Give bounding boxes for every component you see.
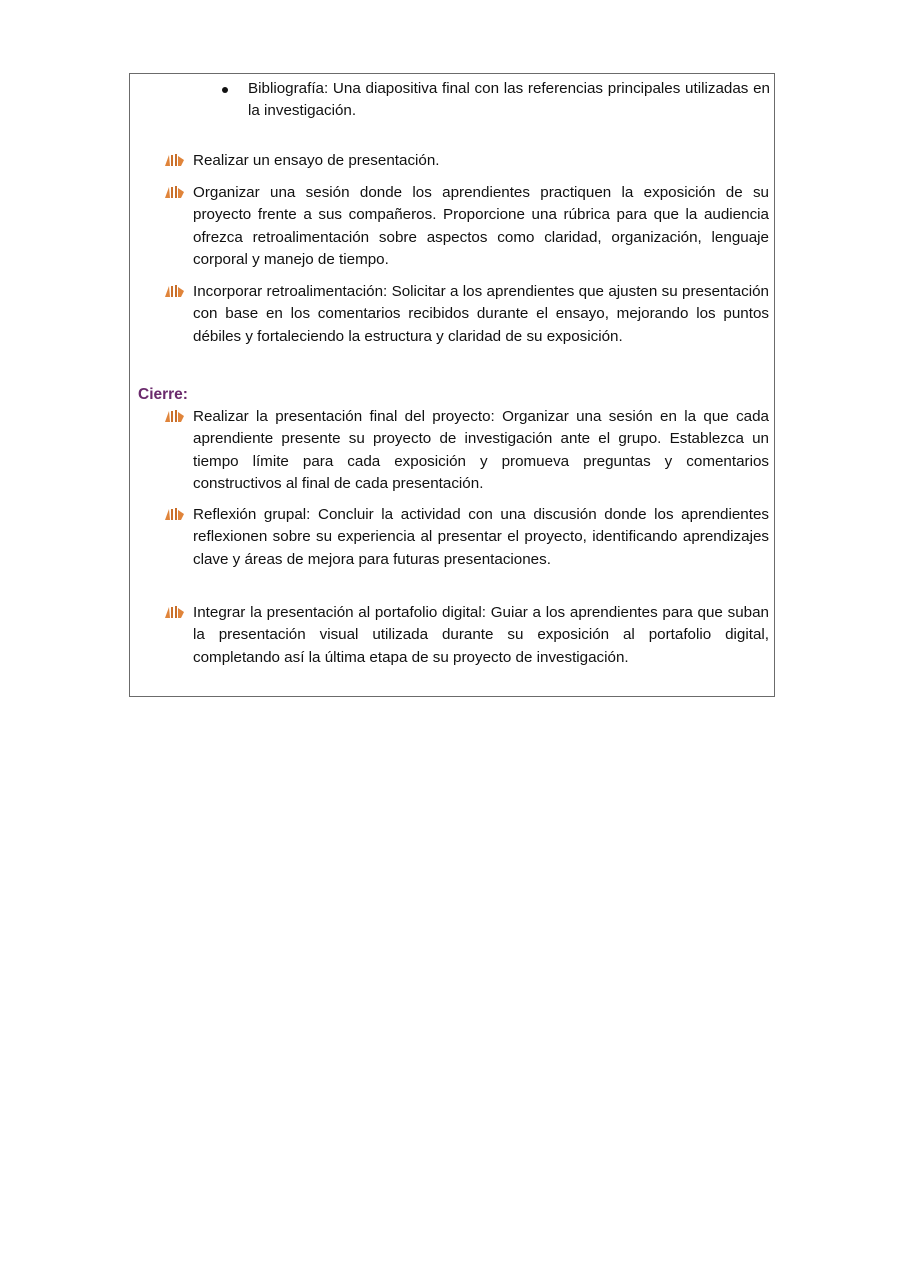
book-person-icon xyxy=(164,185,186,199)
book-person-icon xyxy=(164,409,186,423)
bullet-dot-icon xyxy=(222,87,228,93)
list-item xyxy=(193,182,769,271)
list-item-text: Organizar una sesión donde los aprendientes practiquen la exposición de su proyecto frente a sus compañeros. Proporcione una rúbrica para que la audiencia ofrezca retroalimentación sobre aspectos como claridad, organización, lenguaje corporal y manejo de tiempo. xyxy=(193,184,769,268)
section-heading-cierre: Cierre: xyxy=(138,386,188,403)
list-item xyxy=(193,281,769,348)
book-person-icon xyxy=(164,605,186,619)
list-item-text: Realizar la presentación final del proyecto: Organizar una sesión en la que cada aprendiente presente su proyecto de investigación ante el grupo. Establezca un tiempo límite para cada exposición y promueva preguntas y comentarios constructivos al final de cada presentación. xyxy=(193,408,769,492)
list-item xyxy=(193,406,769,495)
book-person-icon xyxy=(164,153,186,167)
list-item xyxy=(193,504,769,571)
bibliography-bullet xyxy=(248,78,770,123)
list-item-text: Realizar un ensayo de presentación. xyxy=(193,152,440,169)
list-item xyxy=(193,602,769,669)
book-person-icon xyxy=(164,284,186,298)
bibliography-text: Bibliografía: Una diapositiva final con las referencias principales utilizadas en la investigación. xyxy=(248,80,770,120)
list-item-text: Integrar la presentación al portafolio digital: Guiar a los aprendientes para que suban la presentación visual utilizada durante su exposición al portafolio digital, completando así la última etapa de su proyecto de investigación. xyxy=(193,604,769,666)
book-person-icon xyxy=(164,507,186,521)
list-item xyxy=(193,150,769,172)
list-item-text: Incorporar retroalimentación: Solicitar a los aprendientes que ajusten su presentación con base en los comentarios recibidos durante el ensayo, mejorando los puntos débiles y fortaleciendo la estructura y claridad de su exposición. xyxy=(193,283,769,345)
content-box xyxy=(129,73,775,697)
list-item-text: Reflexión grupal: Concluir la actividad con una discusión donde los aprendientes reflexionen sobre su experiencia al presentar el proyecto, identificando aprendizajes clave y áreas de mejora para futuras presentaciones. xyxy=(193,506,769,568)
